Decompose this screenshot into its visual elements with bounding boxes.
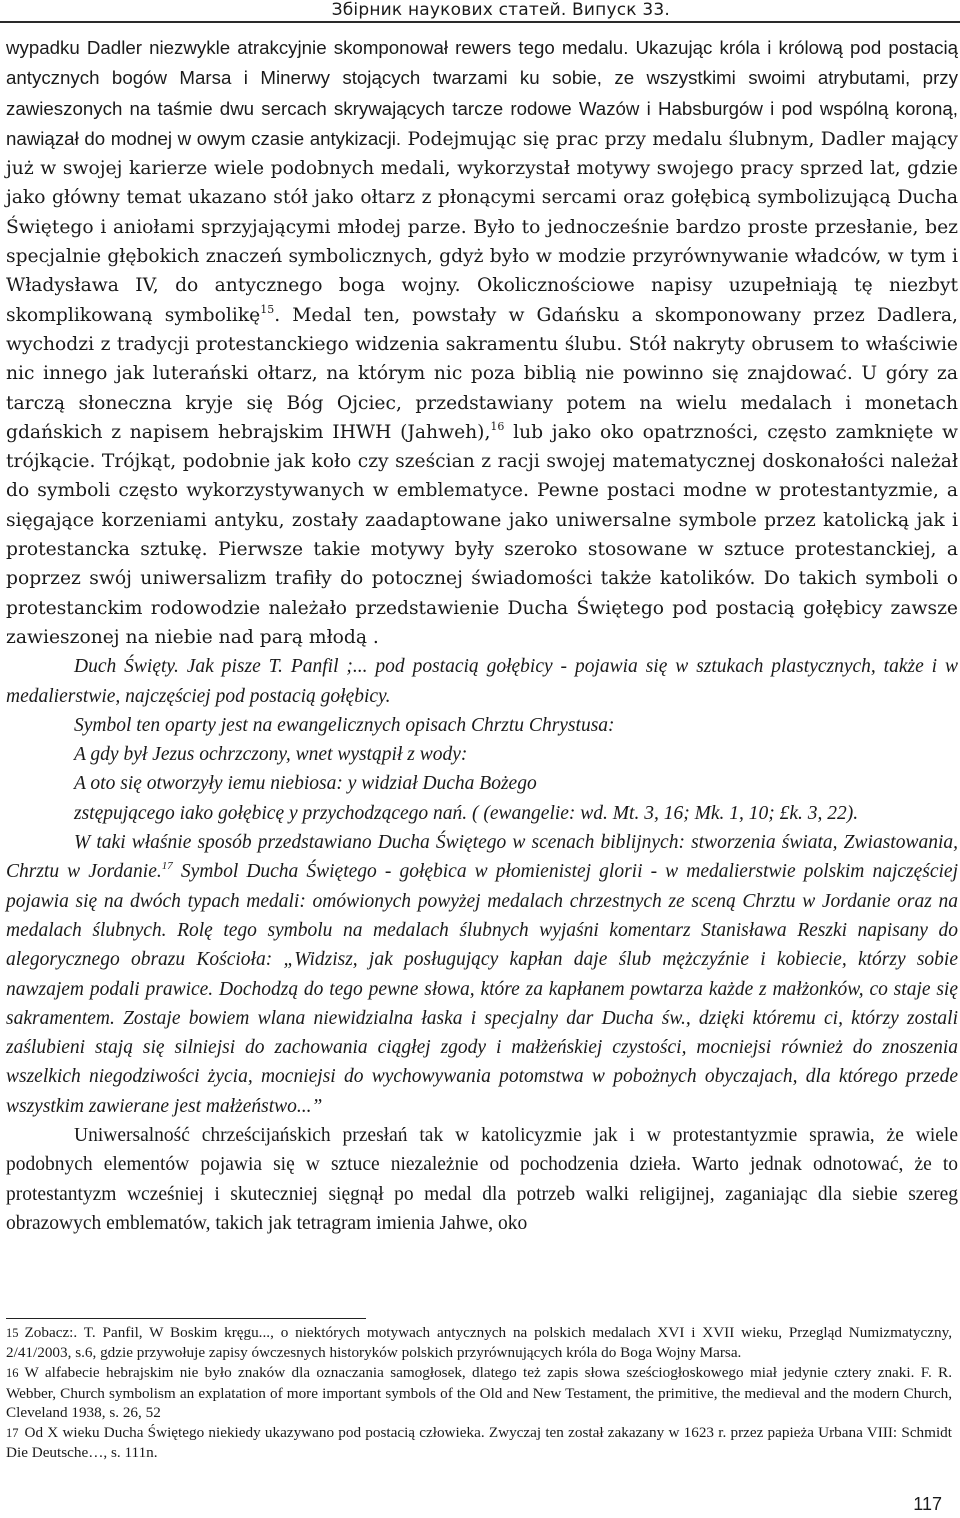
paragraph: zstępującego iako gołębicę y przychodzącego nań. ( (ewangelie: wd. Mt. 3, 16; Mk. 1, 10; £k. 3, 22). (74, 802, 859, 824)
footnote-text: Od X wieku Ducha Świętego niekiedy ukazywano pod postacią człowieka. Zwyczaj ten został zakazany w 1623 r. przez papieża Urbana VIII: Schmidt Die Deutsche…, s. 111n. (6, 1424, 952, 1462)
footnote-text: Zobacz:. T. Panfil, W Boskim kręgu..., o niektórych motywach antycznych na polskich medalach XVI i XVII wieku, Przegląd Numizmatyczny, 2/41/2003, s.6, gdzie przywołuje zapisy ówczesnych historyków polskich przyrównujących króla do Boga Wojny Marsa. (6, 1324, 952, 1362)
paragraph-text: wypadku Dadler niezwykle atrakcyjnie skomponował rewers tego medalu. Ukazując króla i królową pod postacią antycznych bogów Marsa i Minerwy stojących twarzami ku sobie, ze wszystkimi swoimi atrybutami, przy zawieszonych na taśmie dwu sercach skrywających tarcze rodowe Wazów i Habsburgów i pod wspólną koroną, nawiązał do modnej w owym czasie antykizacji. (6, 37, 958, 149)
footnote-separator (6, 1318, 366, 1319)
footnote-text: W alfabecie hebrajskim nie było znaków dla oznaczania samogłosek, dlatego też zapis słowa sześciogłoskowego miał jedynie cztery znaki. F. R. Webber, Church symbolism an explatation of more important symbols of the Old and New Testament, the primitive, the medieval and the modern Church, Cleveland 1938, s. 26, 52 (6, 1364, 952, 1421)
paragraph-text: lub jako oko opatrzności, często zamknięte w trójkącie. Trójkąt, podobnie jak koło czy sześcian z racji swojej matematycznej doskonałości należał do symboli często wykorzystywanych w emblematyce. Pewne postaci modne w protestantyzmie, a sięgające korzeniami antyku, zostały zaadaptowane jako uniwersalne symbole przez katolicką jak i protestancka sztukę. Pierwsze takie motywy były szeroko stosowane w sztuce protestanckiej, a poprzez swój uniwersalizm trafiły do potocznej świadomości także katolików. Do takich symboli o protestanckim rodowodzie należało przedstawienie Ducha Świętego pod postacią gołębicy zawsze zawieszonej na niebie nad parą młodą . (6, 421, 959, 648)
footnote-15 (6, 1323, 952, 1362)
paragraph (6, 33, 958, 652)
footnote-ref-17[interactable]: 17 (161, 860, 173, 873)
paragraph-text: Podejmując się prac przy medalu ślubnym, Dadler mający już w swojej karierze wiele podobnych medali, wykorzystał motywy swojego pracy sprzed lat, gdzie jako główny temat ukazano stół jako ołtarz z płonącymi sercami oraz gołębicą symbolizującą Ducha Świętego i aniołami sprzyjającymi młodej parze. Było to jednocześnie bardzo proste przesłanie, bez specjalnie głębokich znaczeń symbolicznych, gdyż było w modzie przyrównywanie władców, w tym i Władysława IV, do antycznego boga wojny. Okolicznościowe napisy uzupełniają tę niezbyt skomplikowaną symbolikę (6, 128, 958, 326)
footnote-ref-16[interactable]: 16 (490, 419, 505, 433)
paragraph: A gdy był Jezus ochrzczony, wnet wystąpił z wody: (74, 744, 468, 766)
footnote-17 (6, 1423, 952, 1462)
body-text (6, 33, 958, 1238)
paragraph: Duch Święty. Jak pisze T. Panfil ;... pod postacią gołębicy - pojawia się w sztukach plastycznych, także i w medalierstwie, najczęściej pod postacią gołębicy. (6, 656, 958, 707)
footnotes (6, 1323, 952, 1463)
paragraph-text: W taki właśnie sposób przedstawiano Ducha Świętego w scenach biblijnych: stworzenia świata, Zwiastowania, Chrztu w Jordanie. (6, 832, 958, 883)
footnote-ref-15[interactable]: 15 (260, 302, 275, 316)
paragraph: A oto się otworzyły iemu niebiosa: y widział Ducha Bożego (74, 773, 537, 795)
paragraph (6, 828, 958, 1121)
footnote-number: 17 (6, 1426, 19, 1441)
footnote-number: 16 (6, 1366, 19, 1381)
paragraph-text: Symbol Ducha Świętego - gołębica w płomienistej glorii - w medalierstwie polskim najczęściej pojawia się na dwóch typach medali: omówionych powyżej medalach chrzestnych ze sceną Chrztu w Jordanie oraz na medalach ślubnych. Rolę tego symbolu na medalach ślubnych wyjaśni komentarz Stanisława Reszki napisany do alegorycznego obrazu Kościoła: „Widzisz, jak posługujący kapłan daje ślub mężczyźnie i kobiecie, którzy sobie nawzajem podali prawice. Dochodzą do tego pewne słowa, które za kapłanem powtarza każde z małżonków, co staje się sakramentem. Zostaje bowiem wlana niewidzialna łaska i specjalny dar Ducha św., dzięki któremu ci, którzy zostali zaślubieni stają się silniejsi do zachowania ciągłej zgody i małżeńskiej czystości, mocniejsi również do znoszenia wszelkich niegodziwości życia, mocniejsi do wychowywania potomstwa w pobożnych obyczajach, dla którego przede wszystkim zawierane jest małżeństwo...” (6, 861, 959, 1117)
paragraph-text: . Medal ten, powstały w Gdańsku a skomponowany przez Dadlera, wychodzi z tradycji protestanckiego widzenia sakramentu ślubu. Stół nakryty obrusem to właściwie nic innego jak luterański ołtarz, na którym nic poza biblią nie powinno się znajdować. U góry za tarczą słoneczna kryje się Bóg Ojciec, przedstawiany potem na wielu medalach i monetach gdańskich z napisem hebrajskim IHWH (Jahweh), (6, 304, 958, 443)
footnote-number: 15 (6, 1326, 19, 1340)
header-rule (0, 21, 960, 23)
paragraph: Uniwersalność chrześcijańskich przesłań tak w katolicyzmie jak i w protestantyzmie sprawia, że wiele podobnych elementów pojawia się w sztuce niezależnie od pochodzenia dzieła. Warto jednak odnotować, że to protestantyzm wcześniej i skuteczniej sięgnął po medal dla potrzeb walki religijnej, zaganiając dla siebie szereg obrazowych emblematów, takich jak tetragram imienia Jahwe, oko (6, 1124, 958, 1234)
page-number: 117 (913, 1494, 942, 1514)
running-header: Збірник наукових статей. Випуск 33. (331, 0, 670, 20)
footnote-16 (6, 1363, 952, 1422)
paragraph: Symbol ten oparty jest na ewangelicznych opisach Chrztu Chrystusa: (74, 714, 615, 736)
